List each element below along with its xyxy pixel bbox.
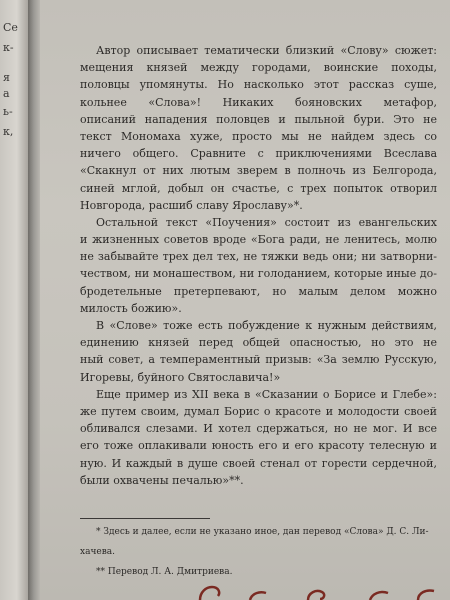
text-line: «Скакнул от них лютым зверем в полночь из Белгорода, (80, 164, 437, 178)
text-line: Еще пример из XII века в «Сказании о Борисе и Глебе»: (96, 387, 437, 401)
text-line: Автор описывает тематически близкий «Слову» сюжет: (96, 44, 437, 57)
decorative-ornament (190, 583, 450, 600)
text-line: описаний нападения половцев и пыльной бури. Это не (80, 112, 437, 126)
footnote-line: * Здесь и далее, если не указано иное, дан перевод «Слова» Д. С. Ли- (96, 527, 429, 537)
text-line: половцы упомянуты. Но насколько этот рассказ суше, (80, 78, 437, 92)
footnote-line: хачева. (80, 547, 116, 557)
facing-page-edge (0, 0, 28, 600)
text-line: Игоревы, буйного Святославича!» (80, 370, 281, 384)
text-line: В «Слове» тоже есть побуждение к нужным действиям, (96, 319, 437, 333)
facing-page-fragment: я (3, 71, 10, 84)
text-line: ничего общего. Сравните с приключениями Всеслава (80, 147, 437, 161)
text-line: же путем своим, думал Борис о красоте и молодости своей (80, 404, 437, 418)
text-line: ную. И каждый в душе своей стенал от горести сердечной, (80, 456, 437, 470)
text-line: бродетельные претерпевают, но малым делом можно (80, 284, 437, 298)
text-line: единению князей перед общей опасностью, но это не (80, 336, 437, 350)
text-line: синей мглой, добыл он счастье, с трех попыток отворил (80, 181, 437, 195)
facing-page-fragment: к, (3, 125, 14, 138)
text-line: мещения князей между городами, воинские походы, (80, 61, 437, 75)
text-line: и жизненных советов вроде «Бога ради, не ленитесь, молю (80, 233, 437, 247)
text-line: его тоже оплакивали юность его и его красоту телесную и (80, 439, 437, 453)
text-line: Новгорода, расшиб славу Ярославу»*. (80, 198, 303, 212)
facing-page-fragment: Се (3, 21, 18, 34)
text-line: милость божию». (80, 301, 182, 315)
book-gutter (28, 0, 40, 600)
main-text (80, 42, 437, 489)
text-line: не забывайте трех дел тех, не тяжки ведь они; ни затворни- (80, 250, 437, 264)
text-line: кольнее «Слова»! Никаких бояновских метафор, (80, 95, 437, 109)
text-line: текст Мономаха хуже, просто мы не найдем здесь со (80, 129, 437, 143)
text-line: ный совет, а темпераментный призыв: «За землю Русскую, (80, 353, 437, 367)
footnote-divider (80, 518, 210, 519)
text-line: обливался слезами. И хотел сдержаться, но не мог. И все (80, 422, 437, 436)
text-line: Остальной текст «Поучения» состоит из евангельских (96, 215, 437, 229)
footnote-line: ** Перевод Л. А. Дмитриева. (96, 567, 233, 577)
facing-page-fragment: ь- (3, 105, 13, 118)
facing-page-fragment: к- (3, 41, 14, 54)
text-line: чеством, ни монашеством, ни голоданием, которые иные до- (80, 267, 437, 281)
footnotes (80, 522, 437, 582)
book-page (40, 0, 450, 600)
text-line: были охвачены печалью»**. (80, 473, 244, 487)
facing-page-fragment: а (3, 87, 10, 100)
